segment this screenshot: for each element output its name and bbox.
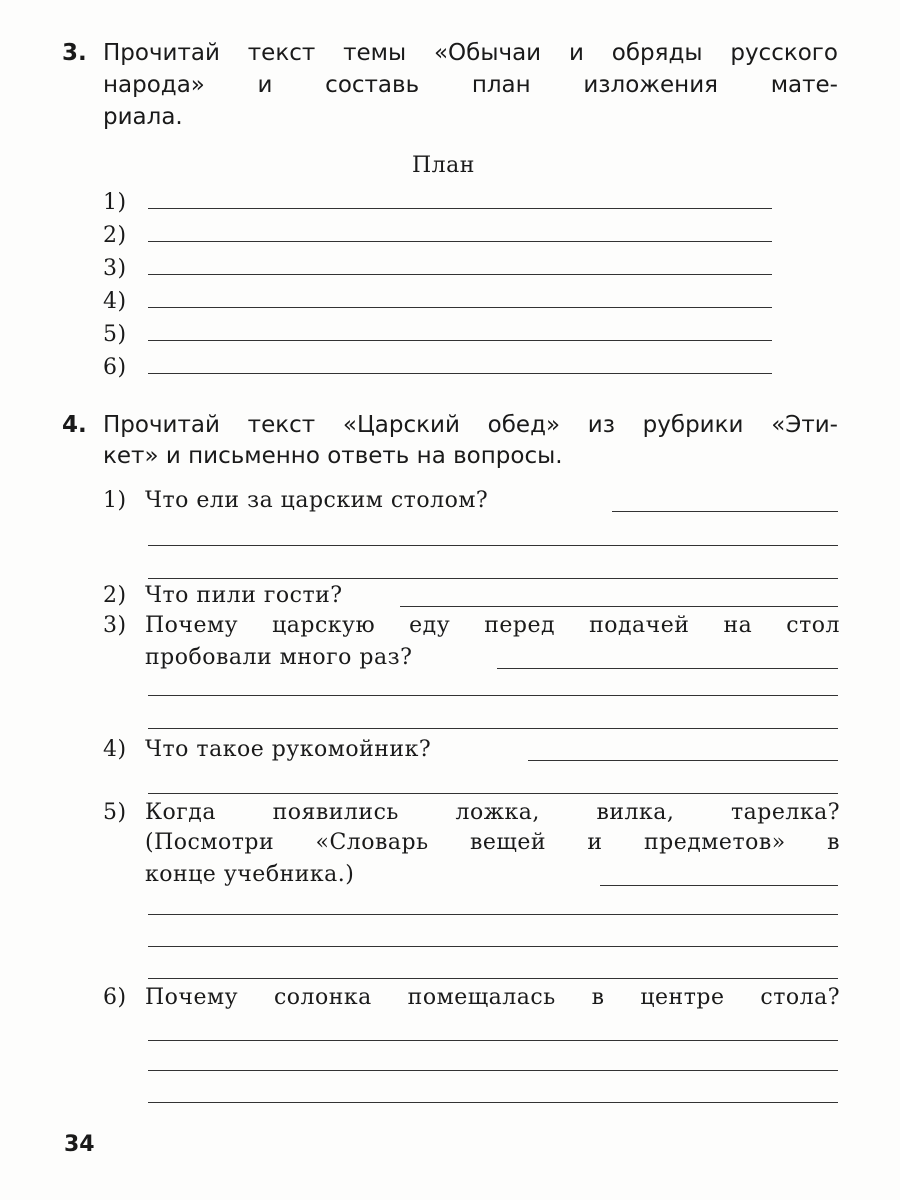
word: рубрики (642, 412, 744, 438)
answer-line[interactable] (148, 1070, 838, 1071)
answer-line[interactable] (497, 668, 838, 669)
plan-item-number: 4) (103, 289, 127, 314)
answer-line[interactable] (148, 946, 838, 947)
answer-line[interactable] (148, 373, 772, 374)
word: из (587, 412, 615, 438)
answer-line[interactable] (148, 340, 772, 341)
question-text: Что такое рукомойник? (145, 737, 432, 762)
word: русского (730, 40, 838, 66)
answer-line[interactable] (148, 914, 838, 915)
answer-line[interactable] (528, 760, 838, 761)
word: «Царский (342, 412, 460, 438)
answer-line[interactable] (148, 208, 772, 209)
question-number: 5) (103, 800, 127, 825)
answer-line[interactable] (148, 1040, 838, 1041)
task4-line1 (103, 412, 838, 438)
question-text: Почему солонка помещалась в центре стола? (145, 985, 840, 1010)
plan-item-number: 2) (103, 223, 127, 248)
word: изложения (583, 72, 719, 98)
page-number: 34 (64, 1132, 95, 1157)
task4-line2: кет» и письменно ответь на вопросы. (103, 443, 563, 469)
answer-line[interactable] (600, 885, 838, 886)
question-text: Что ели за царским столом? (145, 488, 489, 513)
answer-line[interactable] (148, 241, 772, 242)
word: Прочитай (103, 412, 220, 438)
word: текст (247, 40, 316, 66)
word: план (471, 72, 531, 98)
task3-line1 (103, 40, 838, 66)
word: обед» (487, 412, 561, 438)
word: составь (325, 72, 420, 98)
question-number: 6) (103, 985, 127, 1010)
answer-line[interactable] (612, 511, 838, 512)
question-text: Когда появились ложка, вилка, тарелка? (145, 800, 840, 825)
word: и (568, 40, 584, 66)
plan-title: План (412, 153, 475, 178)
word: и (257, 72, 273, 98)
question-text: конце учебника.) (145, 862, 355, 887)
question-text: Что пили гости? (145, 583, 343, 608)
question-number: 2) (103, 583, 127, 608)
task3-line3: риала. (103, 104, 183, 130)
word: обряды (611, 40, 703, 66)
word: «Эти- (771, 412, 838, 438)
task4-number: 4. (62, 412, 87, 438)
word: «Обычаи (433, 40, 542, 66)
question-number: 3) (103, 613, 127, 638)
question-text: Почему царскую еду перед подачей на стол (145, 613, 840, 638)
answer-line[interactable] (148, 274, 772, 275)
answer-line[interactable] (148, 695, 838, 696)
plan-item-number: 1) (103, 190, 127, 215)
word: темы (343, 40, 407, 66)
question-text: пробовали много раз? (145, 645, 413, 670)
answer-line[interactable] (148, 545, 838, 546)
word: Прочитай (103, 40, 220, 66)
answer-line[interactable] (148, 1102, 838, 1103)
word: текст (247, 412, 316, 438)
answer-line[interactable] (400, 606, 838, 607)
question-text: (Посмотри «Словарь вещей и предметов» в (145, 830, 840, 855)
answer-line[interactable] (148, 578, 838, 579)
word: мате- (770, 72, 838, 98)
answer-line[interactable] (148, 728, 838, 729)
answer-line[interactable] (148, 793, 838, 794)
answer-line[interactable] (148, 978, 838, 979)
plan-item-number: 3) (103, 256, 127, 281)
answer-line[interactable] (148, 307, 772, 308)
question-number: 1) (103, 488, 127, 513)
task3-line2 (103, 72, 838, 98)
word: народа» (103, 72, 205, 98)
plan-item-number: 5) (103, 322, 127, 347)
question-number: 4) (103, 737, 127, 762)
plan-item-number: 6) (103, 355, 127, 380)
task3-number: 3. (62, 40, 87, 66)
